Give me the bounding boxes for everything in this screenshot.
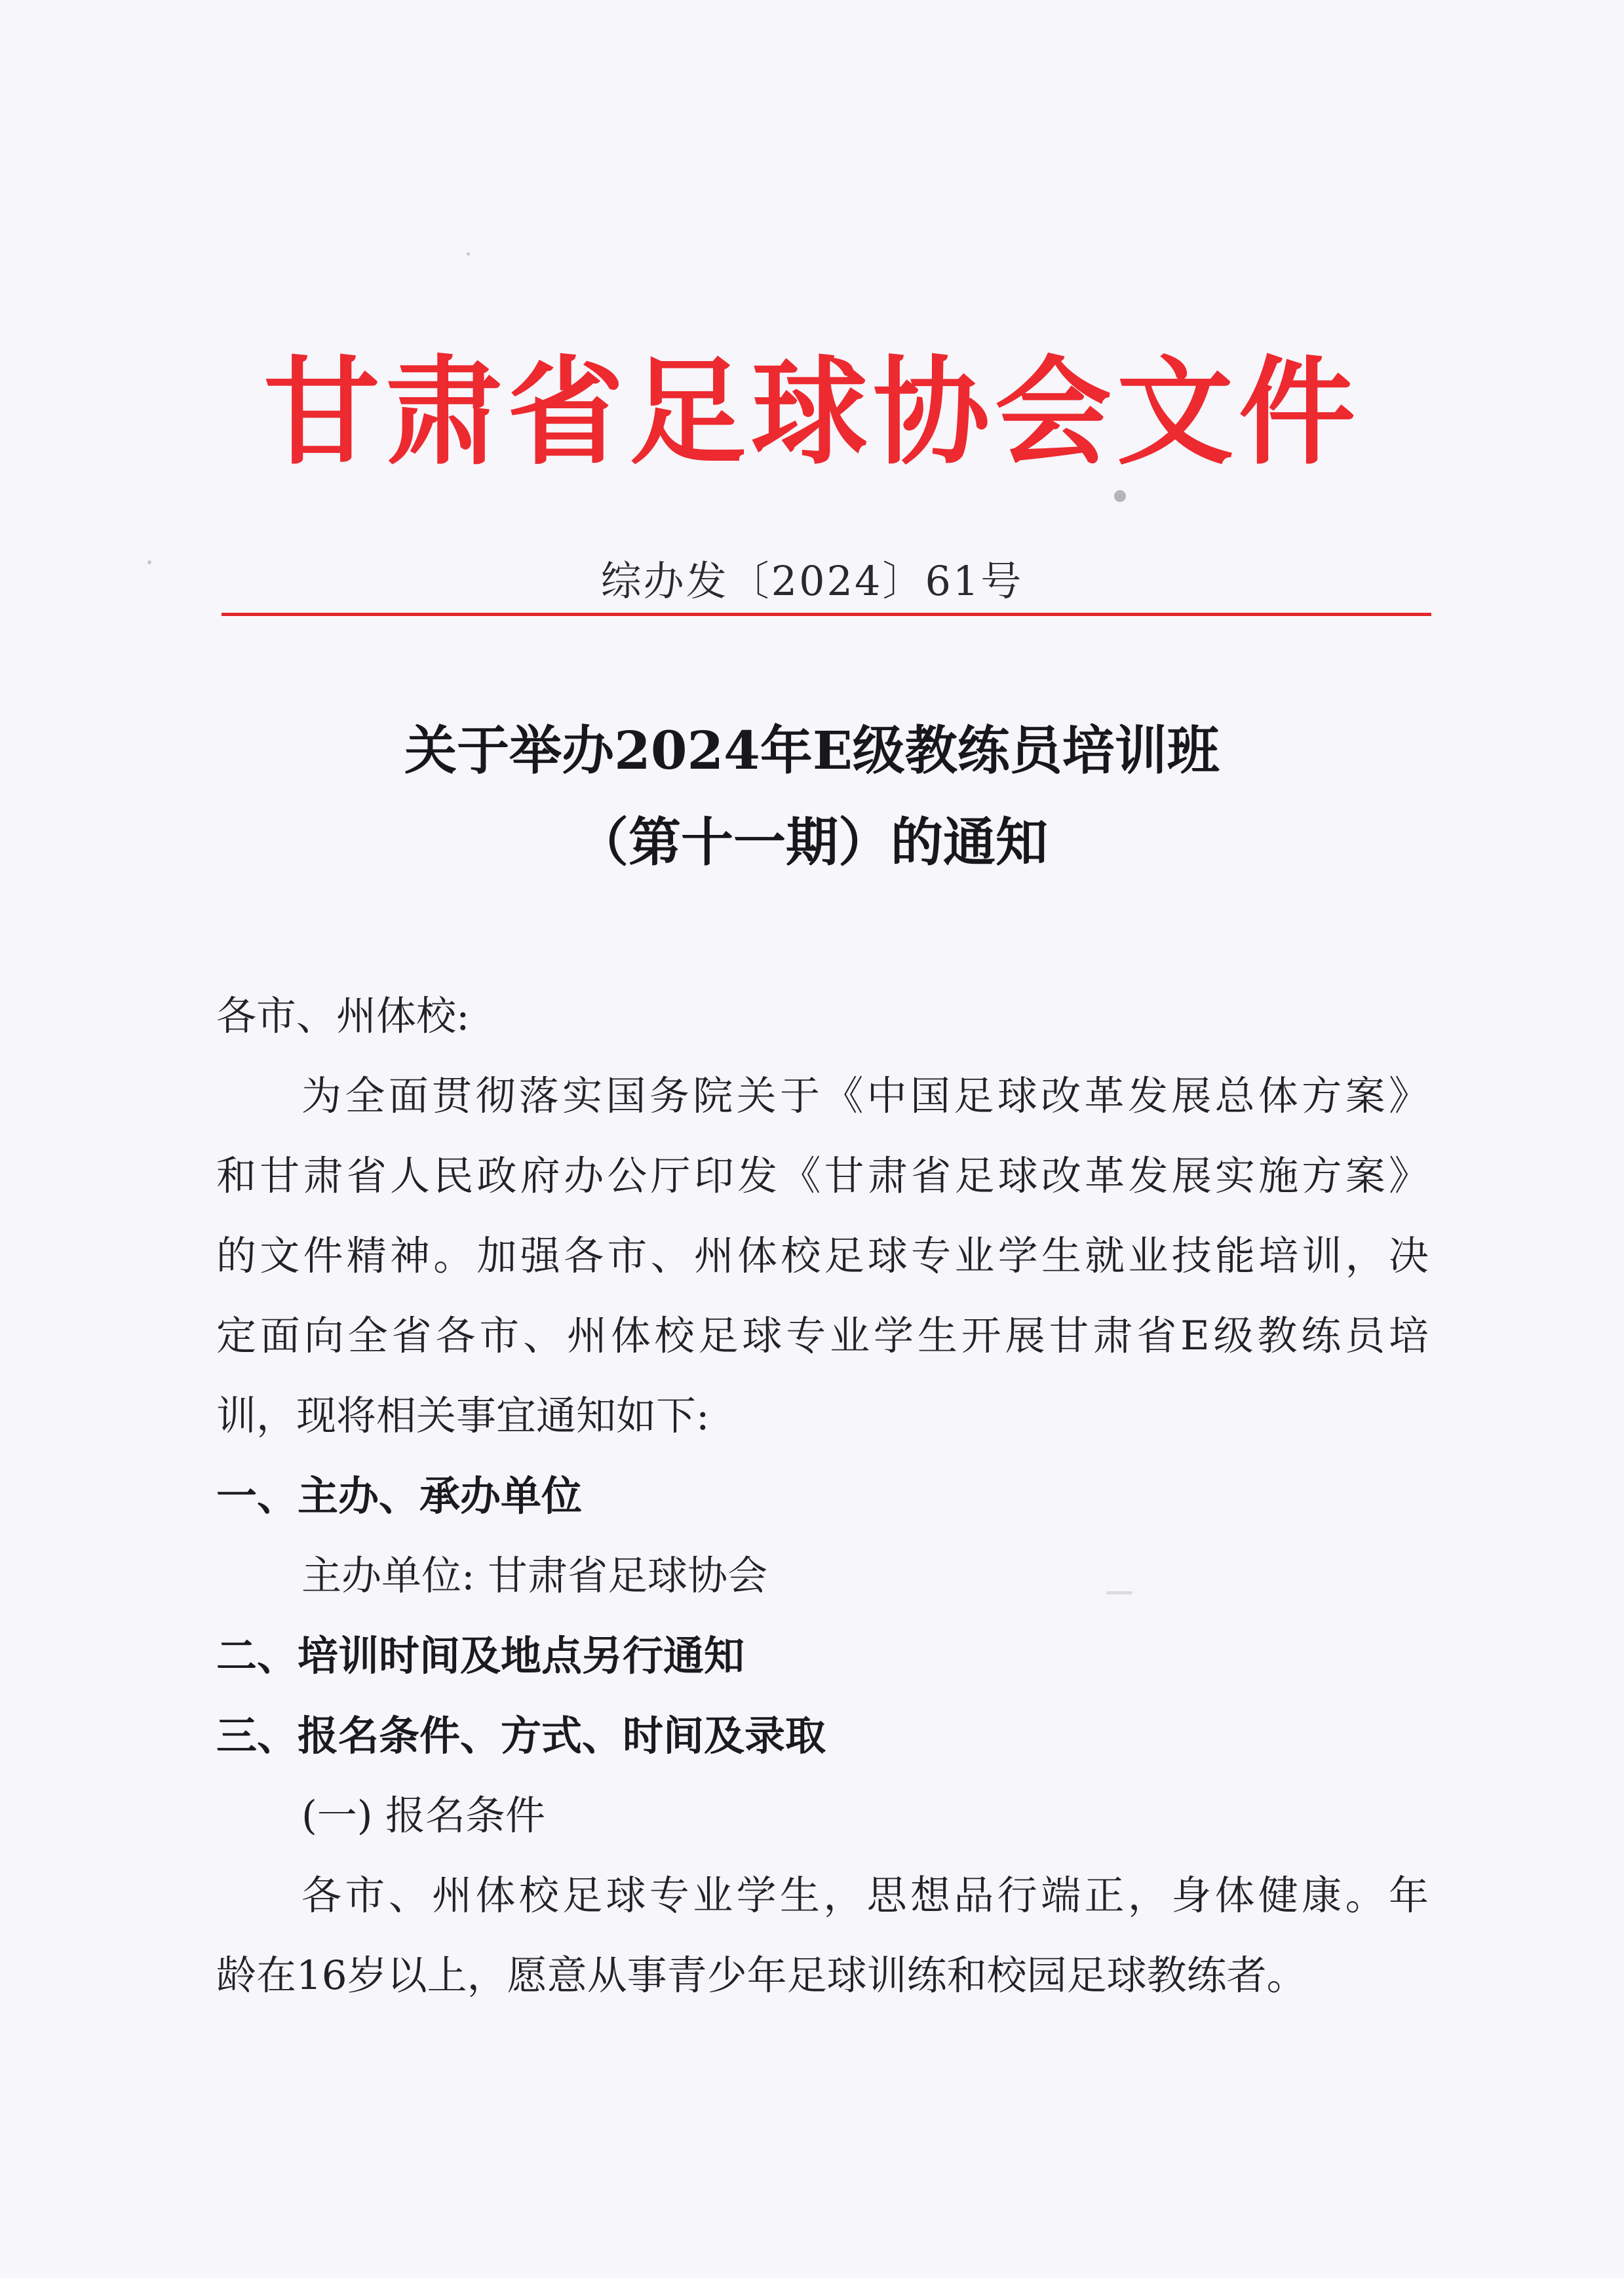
salutation: 各市、州体校: xyxy=(216,993,470,1039)
scan-speck xyxy=(1114,490,1126,502)
section-heading-1: 一、主办、承办单位 xyxy=(216,1472,583,1520)
intro-line: 的文件精神。加强各市、州体校足球专业学生就业技能培训，决 xyxy=(216,1233,1429,1279)
document-number: 综办发〔2024〕61号 xyxy=(600,557,1024,605)
intro-line: 为全面贯彻落实国务院关于《中国足球改革发展总体方案》 xyxy=(301,1073,1429,1119)
section-3-line: 各市、州体校足球专业学生，思想品行端正，身体健康。年 xyxy=(301,1872,1429,1919)
red-divider-line xyxy=(222,613,1431,616)
section-heading-3: 三、报名条件、方式、时间及录取 xyxy=(216,1712,826,1760)
scan-speck xyxy=(1106,1591,1132,1594)
masthead-title: 甘肃省足球协会文件 xyxy=(263,345,1361,480)
section-1-text: 主办单位: 甘肃省足球协会 xyxy=(301,1553,767,1599)
scan-speck xyxy=(147,560,151,564)
section-3-subheading: (一) 报名条件 xyxy=(301,1792,545,1839)
notice-body xyxy=(216,976,1429,2016)
intro-line: 定面向全省各市、州体校足球专业学生开展甘肃省E级教练员培 xyxy=(216,1313,1429,1359)
intro-line: 和甘肃省人民政府办公厅印发《甘肃省足球改革发展实施方案》 xyxy=(216,1153,1429,1199)
intro-line: 训，现将相关事宜通知如下: xyxy=(216,1393,710,1439)
notice-title-line2: （第十一期）的通知 xyxy=(576,811,1048,873)
scan-speck xyxy=(467,252,470,256)
section-heading-2: 二、培训时间及地点另行通知 xyxy=(216,1632,745,1680)
section-3-line: 龄在16岁以上，愿意从事青少年足球训练和校园足球教练者。 xyxy=(216,1952,1307,1999)
notice-title-line1: 关于举办2024年E级教练员培训班 xyxy=(404,720,1220,781)
